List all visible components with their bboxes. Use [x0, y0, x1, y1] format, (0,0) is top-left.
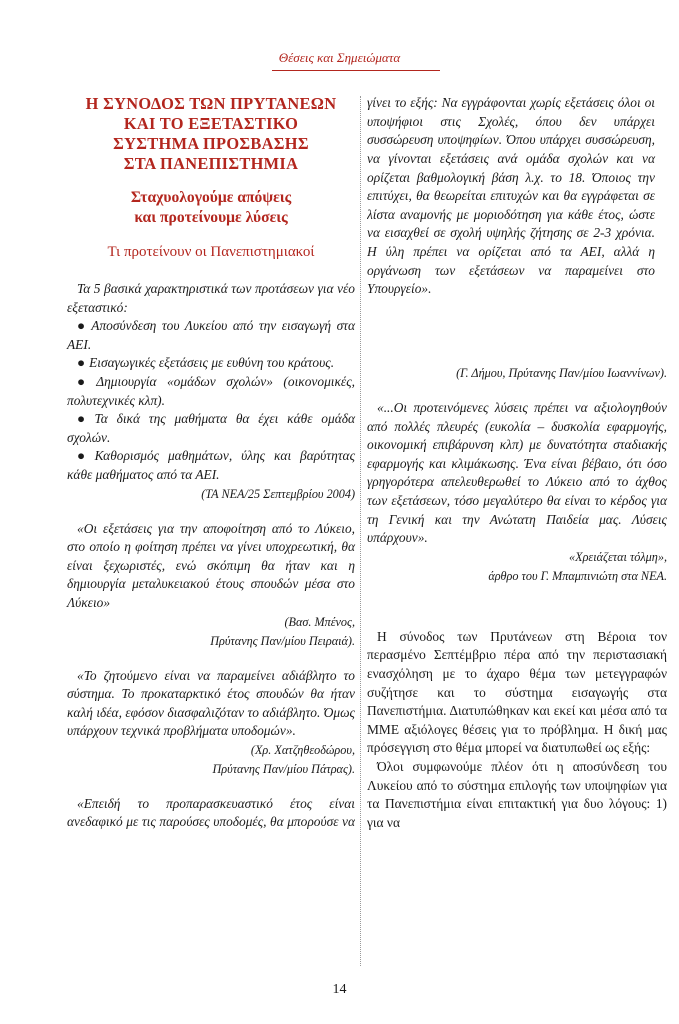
- right-column: [367, 94, 667, 832]
- title-line: ΣΥΣΤΗΜΑ ΠΡΟΣΒΑΣΗΣ: [113, 134, 309, 153]
- running-header: Θέσεις και Σημειώματα: [278, 50, 401, 65]
- source-citation: Πρύτανης Παν/μίου Πάτρας).: [212, 761, 355, 776]
- quote-paragraph: «...Οι προτεινόμενες λύσεις πρέπει να αξιολογηθούν από πολλές πλευρές (ευκολία – δυσκολία εφαρμογής, οικονομική επιβάρυνση κλπ) με δυνατότητα σταδιακής εφαρμογής και κλιμάκωσης. Ένα είναι βέβαιο, ότι όσο γρηγορότερα απελευθερωθεί το Λύκειο από το άχθος των εξετάσεων, τόσο μεγαλύτερο θα είναι το κέρδος για τη Γενική και την Ανώτατη Παιδεία μας. Λύσεις υπάρχουν».: [367, 400, 667, 546]
- source-citation: (Βασ. Μπένος,: [284, 614, 355, 629]
- body-paragraph: Η σύνοδος των Πρυτάνεων στη Βέροια τον περασμένο Σεπτέμβριο πέρα από την περιστασιακή ενασχόληση με το άχαρο θέμα των μετεγγραφών συζήτησε και το σύστημα εισαγωγής στα Πανεπιστήμια. Διατυπώθηκαν και εκεί και μέσα από τα ΜΜΕ αξιόλογες θέσεις για το πρόβλημα. Η δική μας πρόσεγγιση στο θέμα μπορεί να διατυπωθεί ως εξής:: [367, 628, 667, 756]
- bullet-icon: ●: [77, 448, 91, 464]
- source-citation: άρθρο του Γ. Μπαμπινιώτη στα ΝΕΑ.: [488, 568, 667, 583]
- bullet-icon: ●: [77, 355, 86, 371]
- bullet-icon: ●: [77, 411, 91, 427]
- title-line: Η ΣΥΝΟΔΟΣ ΤΩΝ ΠΡΥΤΑΝΕΩΝ: [85, 94, 337, 113]
- title-line: ΚΑΙ ΤΟ ΕΞΕΤΑΣΤΙΚΟ: [123, 114, 299, 133]
- bullet-icon: ●: [77, 373, 93, 389]
- quote-paragraph: «Το ζητούμενο είναι να παραμείνει αδιάβλητο το σύστημα. Το προκαταρκτικό έτος σπουδών θα ήταν καλή ιδέα, εφόσον διασφαλιζόταν το αδιάβλητο. Όμως υπάρχουν τεχνικά προβλήματα υποδομών».: [67, 667, 355, 739]
- source-citation: (Γ. Δήμου, Πρύτανης Παν/μίου Ιωαννίνων).: [456, 366, 667, 380]
- bullet-item: ● Εισαγωγικές εξετάσεις με ευθύνη του κράτους.: [77, 355, 335, 371]
- article-subtitle: [67, 188, 355, 228]
- bullet-icon: ●: [77, 318, 88, 334]
- page-number: 14: [332, 982, 347, 997]
- section-heading: Τι προτείνουν οι Πανεπιστημιακοί: [107, 244, 315, 260]
- quote-paragraph: «Οι εξετάσεις για την αποφοίτηση από το Λύκειο, στο οποίο η φοίτηση πρέπει να γίνει υποχρεωτική, θα είναι ξεχωριστές, ενώ σκόπιμη θα ήταν και η δημιουργία μεταλυκειακού έτους σπουδών μέσα στο Λύκειο»: [67, 520, 355, 610]
- body-paragraph: Όλοι συμφωνούμε πλέον ότι η αποσύνδεση του Λυκείου από το σύστημα επιλογής των υποψηφίων για τα Πανεπιστήμια είναι επιτακτική για δυο λόγους: 1) για να: [367, 758, 667, 830]
- bullet-item: ● Καθορισμός μαθημάτων, ύλης και βαρύτητας κάθε μαθήματος από τα ΑΕΙ.: [67, 448, 355, 482]
- title-line: ΣΤΑ ΠΑΝΕΠΙΣΤΗΜΙΑ: [123, 154, 299, 173]
- source-citation: Πρύτανης Παν/μίου Πειραιά).: [210, 633, 355, 648]
- intro-paragraph: Τα 5 βασικά χαρακτηριστικά των προτάσεων για νέο εξεταστικό:: [67, 281, 355, 315]
- bullet-item: ● Δημιουργία «ομάδων σχολών» (οικονομικές, πολυτεχνικές κλπ).: [67, 373, 355, 408]
- source-citation: «Χρειάζεται τόλμη»,: [569, 549, 667, 564]
- column-divider: [360, 96, 361, 966]
- source-citation: (ΤΑ ΝΕΑ/25 Σεπτεμβρίου 2004): [201, 486, 355, 501]
- source-citation: (Χρ. Χατζηθεοδώρου,: [250, 742, 355, 757]
- subtitle-line: Σταχυολογούμε απόψεις: [130, 189, 292, 206]
- bullet-item: ● Τα δικά της μαθήματα θα έχει κάθε ομάδα σχολών.: [67, 411, 355, 445]
- subtitle-line: και προτείνουμε λύσεις: [134, 209, 288, 226]
- header-underline: [272, 70, 440, 71]
- left-column: [67, 94, 355, 832]
- quote-paragraph-continued: «Επειδή το προπαρασκευαστικό έτος είναι ανεδαφικό με τις παρούσες υποδομές, θα μπορούσε να: [67, 795, 355, 830]
- article-title: [67, 94, 355, 174]
- quote-paragraph-continuation: γίνει το εξής: Να εγγράφονται χωρίς εξετάσεις όλοι οι υποψήφιοι στις Σχολές, όπου δεν υπάρχει συσσώρευση υποψηφίων. Όπου υπάρχει συσσώρευση, να γίνονται εξετάσεις ανά ομάδα σχολών και να ορίζεται βαθμολογική βάση λ.χ. το 18. Όποιος την επιτύχει, θα θεωρείται επιτυχών και θα εγγράφεται σε λίστα αναμονής με μοριοδότηση για κάθε έτος, ώστε να εισαχθεί σε σχολή υψηλής ζήτησης σε 2-3 χρόνια. Η ύλη πρέπει να ορίζεται από τα ΑΕΙ, αλλά η οργάνωση των εξετάσεων να παραμείνει στο Υπουργείο».: [367, 95, 655, 297]
- bullet-item: ● Αποσύνδεση του Λυκείου από την εισαγωγή στα ΑΕΙ.: [67, 318, 355, 352]
